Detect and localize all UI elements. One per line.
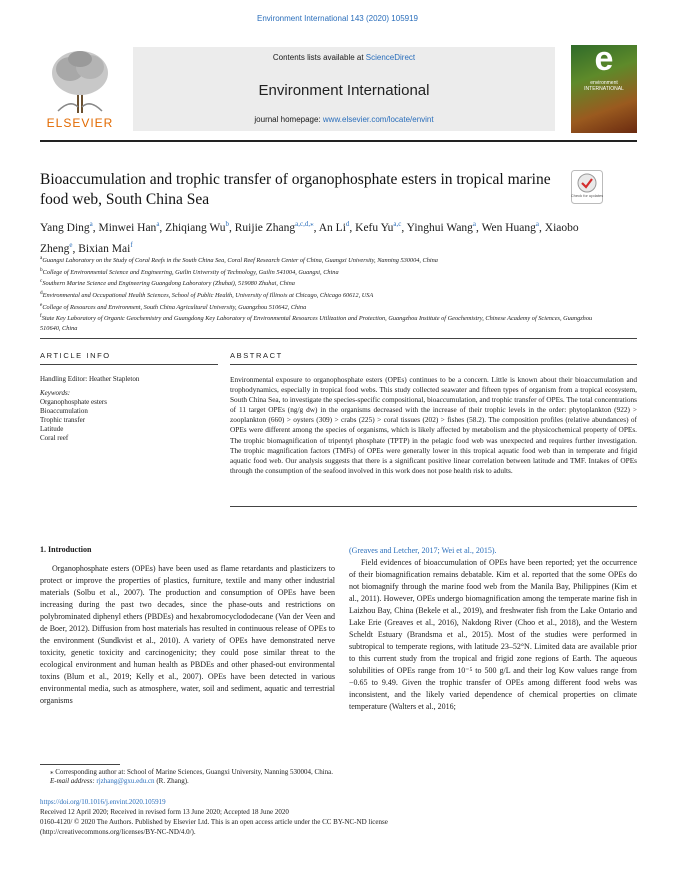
cover-letter: e	[594, 40, 614, 78]
affiliation-marker: b	[40, 266, 43, 273]
author-name[interactable]: Kefu Yu	[355, 221, 394, 234]
doi-link[interactable]: https://doi.org/10.1016/j.envint.2020.105919	[40, 798, 166, 806]
journal-reference[interactable]: Environment International 143 (2020) 105919	[257, 14, 418, 23]
author-name[interactable]: Bixian Mai	[78, 242, 131, 255]
elsevier-wordmark: ELSEVIER	[46, 116, 114, 130]
publication-details	[40, 797, 388, 837]
affiliation-item	[40, 266, 600, 278]
author-affiliation-marker[interactable]: b	[225, 220, 230, 228]
affiliation-marker: c	[40, 278, 43, 285]
keyword-item: Coral reef	[40, 434, 69, 442]
affiliation-text: Environmental and Occupational Health Sciences, School of Public Health, University of Illinois at Chicago, Chicago 60612, USA	[42, 292, 374, 300]
journal-title: Environment International	[258, 82, 430, 99]
section-rule	[40, 338, 637, 339]
affiliation-item	[40, 301, 600, 313]
keyword-item: Bioaccumulation	[40, 407, 88, 415]
affiliation-text: State Key Laboratory of Organic Geochemistry and Guangdong Key Laboratory of Environmental Resources Utilization and Protection, Guangzhou Institute of Geochemistry, Chinese Academy of Sciences, Guangzhou 510640, China	[40, 315, 593, 333]
author-name[interactable]: Minwei Han	[98, 221, 157, 234]
header-rule	[40, 140, 637, 142]
affiliation-text: Guangxi Laboratory on the Study of Coral Reefs in the South China Sea, Coral Reef Research Center of China, Guangxi University, Nanning 530004, China	[42, 257, 438, 265]
homepage-prefix: journal homepage:	[254, 115, 323, 124]
abstract-rule	[230, 364, 637, 365]
affiliation-marker: d	[40, 290, 43, 297]
handling-editor: Handling Editor: Heather Stapleton	[40, 375, 140, 383]
author-affiliation-marker[interactable]: f	[130, 240, 133, 249]
introduction-paragraph-2: Field evidences of bioaccumulation of OPEs have been reported; yet the occurrence of their biomagnification remains debatable. Kim et al. reported that the some OPEs do not biomagnify through the marine food web from the Manila Bay, Philippines (Kim et al., 2011). However, OPEs undergo biomagnification among the temperate marine fish in Laizhou Bay, China (Bekele et al., 2019), and freshwater fish from the Lake Ontario and Lake Erie (Greaves et al., 2016), Nakdong River (Choo et al., 2018), and the Western Scheldt Estuary (Brandsma et al., 2015). Most of the studies were performed in subtropical to temperate regions, with latitude 23–52°N. Limited data are available prior to this current study from the tropical and frigid zone regions of Earth. The aqueous solubilities of OPEs range from 10⁻⁵ to 500 g/L and their log Kow values range from −0.65 to 9.49. Given the trophic transfer of OPEs among different food webs was inconsistent, and the likely varied dependence of chemical properties on climate temperature (Walters et al., 2016;	[349, 558, 637, 711]
keyword-item: Latitude	[40, 425, 64, 433]
affiliation-list	[40, 254, 600, 334]
author-affiliation-marker[interactable]: a	[156, 220, 160, 228]
author-list: Yang Ding$^a$, Minwei Han$^a$, Zhiqiang Wu$^b$, Ruijie Zhang$^{a,c,d,⁎}$, An Li$^d$, Kefu Yu$^{a,c}$, Yinghui Wang$^a$, Wen Huang$^a$, Xiaobo Zheng$^e$, Bixian Mai$^f$	[40, 220, 579, 255]
email-suffix: (R. Zhang).	[154, 777, 189, 785]
journal-homepage-link[interactable]: www.elsevier.com/locate/envint	[322, 115, 434, 124]
email-label: E-mail address:	[50, 777, 97, 785]
author-affiliation-marker[interactable]: a	[472, 220, 477, 228]
received-dates: Received 12 April 2020; Received in revised form 13 June 2020; Accepted 18 June 2020	[40, 808, 289, 816]
author-name[interactable]: Zhiqiang Wu	[165, 221, 226, 234]
author-affiliation-marker[interactable]: d	[345, 220, 350, 228]
keyword-list	[40, 398, 107, 443]
affiliation-item	[40, 254, 600, 266]
author-email-link[interactable]: rjzhang@gxu.edu.cn	[96, 777, 155, 785]
keyword-item: Organophosphate esters	[40, 398, 107, 406]
affiliation-marker: a	[40, 255, 43, 261]
cover-journal-name: environment INTERNATIONAL	[584, 80, 624, 92]
affiliation-item	[40, 312, 600, 333]
introduction-right-column	[349, 545, 637, 713]
author-affiliation-marker[interactable]: e	[69, 240, 73, 249]
author-name[interactable]: Wen Huang	[481, 221, 536, 234]
contents-available-line	[133, 53, 555, 62]
contents-prefix: Contents lists available at	[272, 53, 366, 62]
author-affiliation-marker[interactable]: a	[89, 220, 93, 228]
author-name[interactable]: Ruijie Zhang	[234, 221, 296, 234]
abstract-text: Environmental exposure to organophosphate esters (OPEs) continues to be a concern. Little is known about their bioaccumulation and trophodynamics, especially in tropical food webs. This study collected seawater and fifteen types of organism from a tropical ecosystem, South China Sea, to investigate the species-specific compositional, bioaccumulation, and trophic transfer of OPEs. The total concentrations of 11 target OPEs (ng/g dw) in the organisms decreased with the increase of their trophic levels in the order: phytoplankton (922) > zooplankton (660) > oysters (309) > crabs (225) > coral tissues (202) > fishes (58.2). The composition profiles (relative abundances) of OPEs were different among the species of organisms, which is likely affected by metabolism and the physicochemical property of OPEs. The trophic biomagnification of tripentyl phosphate (TPTP) in the pelagic food web was unexpected and requires further investigation. The trophic magnification factors (TMFs) of OPEs were generally lower in this tropical aquatic food web than in temperate and frigid aquatic food web. Our analysis suggests that there is a significant positive linear correlation between latitude and TMF. Intakes of OPEs through the consumption of the seafood involved in this work does not pose health risk to adults.	[230, 375, 637, 475]
abstract-heading: ABSTRACT	[230, 351, 283, 360]
author-name[interactable]: Yang Ding	[40, 221, 90, 234]
author-affiliation-marker[interactable]: a,c	[393, 220, 402, 228]
affiliation-text: Southern Marine Science and Engineering Guangdong Laboratory (Zhuhai), 519080 Zhuhai, China	[42, 280, 295, 288]
license-url[interactable]: (http://creativecommons.org/licenses/BY-NC-ND/4.0/).	[40, 828, 196, 836]
article-info-heading: ARTICLE INFO	[40, 351, 111, 360]
affiliation-text: College of Environmental Science and Engineering, Guilin University of Technology, Guilin 541004, Guangxi, China	[42, 268, 339, 276]
journal-homepage-line	[133, 115, 555, 124]
affiliation-text: College of Resources and Environment, South China Agricultural University, Guangzhou 510642, China	[42, 303, 307, 311]
affiliation-marker: f	[40, 313, 42, 320]
paper-title: Bioaccumulation and trophic transfer of organophosphate esters in tropical marine food web, South China Sea	[40, 171, 551, 208]
check-updates-label: Check for updates	[571, 193, 603, 198]
introduction-heading: 1. Introduction	[40, 545, 92, 554]
affiliation-marker: e	[40, 301, 43, 308]
footnote-rule	[40, 764, 120, 765]
author-name[interactable]: An Li	[318, 221, 346, 234]
affiliation-item	[40, 289, 600, 301]
sciencedirect-link[interactable]: ScienceDirect	[365, 53, 416, 62]
citation-continuation[interactable]: (Greaves and Letcher, 2017; Wei et al., 2015).	[349, 546, 497, 555]
introduction-left-column: Organophosphate esters (OPEs) have been used as flame retardants and plasticizers to protect or improve the properties of plastics, furniture, textile and many other industrial materials (Solbu et al., 2007). The production and consumption of OPEs have been increasing during the past two decades, since the phase-outs and restrictions on polybrominated diphenyl ethers (PBDEs) and hexabromocyclododecane (Van der Veen and de Boer, 2012). Diffusion from host materials has resulted in continuous release of OPEs to the environment (Sundkvist et al., 2010). A variety of OPEs have demonstrated nerve toxicity, genetic toxicity and carcinogenicity; they could pose similar threat to the ecological environment and human health as PBDEs and other phased-out environmental toxins (Blum et al., 2019; Kelly et al., 2007). OPEs have been detected in various environmental media, such as atmosphere, water, soil and sediment, aquatic and terrestrial organisms	[40, 564, 335, 705]
author-name[interactable]: Yinghui Wang	[406, 221, 473, 234]
license-statement: 0160-4120/ © 2020 The Authors. Published by Elsevier Ltd. This is an open access article under the CC BY-NC-ND license	[40, 818, 388, 826]
keyword-item: Trophic transfer	[40, 416, 86, 424]
article-info-rule	[40, 364, 218, 365]
corresponding-author-footnote	[50, 768, 333, 786]
keywords-label: Keywords:	[40, 389, 71, 397]
check-for-updates-badge[interactable]	[571, 170, 603, 204]
author-affiliation-marker[interactable]: a	[535, 220, 540, 228]
affiliation-item	[40, 277, 600, 289]
author-affiliation-marker[interactable]: a,c,d,⁎	[295, 220, 314, 228]
abstract-end-rule	[230, 506, 637, 507]
corresponding-author-text: ⁎ Corresponding author at: School of Marine Sciences, Guangxi University, Nanning 530004, China.	[50, 768, 333, 776]
author-name[interactable]: Xiaobo Zheng	[40, 221, 579, 255]
